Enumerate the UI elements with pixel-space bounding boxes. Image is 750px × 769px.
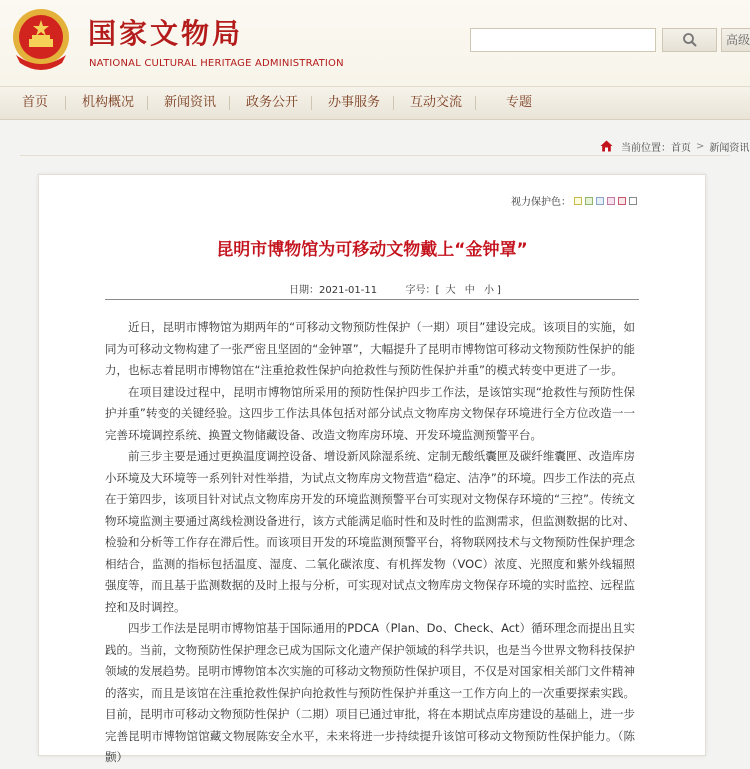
breadcrumb-home[interactable]: 首页 <box>671 142 691 154</box>
article-title: 昆明市博物馆为可移动文物戴上“金钟罩” <box>216 240 528 260</box>
divider <box>20 155 730 156</box>
font-size-small[interactable]: 小 <box>483 285 494 296</box>
font-size-bracket-open: [ <box>435 285 440 296</box>
search-button[interactable] <box>662 28 717 52</box>
nav-separator <box>311 96 312 110</box>
site-header <box>0 0 750 87</box>
color-swatch-green[interactable] <box>585 197 593 205</box>
article-paragraph: 前三步主要是通过更换温度调控设备、增设新风除湿系统、定制无酸纸囊匣及碳纤维囊匣、改造库房小环境及大环境等一系列针对性举措，为试点文物库房文物营造“稳定、洁净”的环境。四步工作法的亮点在于第四步，该项目针对试点文物库房开发的环境监测预警平台可实现对文物保存环境的“三控”。传统文物环境监测主要通过离线检测设备进行，该方式能满足临时性和及时性的监测需求，但监测数据的比对、检验和分析等工作存在滞后性。而该项目开发的环境监测预警平台，将物联网技术与文物预防性保护理念相结合，监测的指标包括温度、湿度、二氧化碳浓度、有机挥发物（VOC）浓度、光照度和紫外线辐照强度等，而且基于监测数据的及时上报与分析，可实现对试点文物库房文物保存环境的实时监控、远程监控和及时调控。 <box>105 449 635 614</box>
site-title[interactable]: 国家文物局 <box>88 17 244 50</box>
color-swatch-purple[interactable] <box>607 197 615 205</box>
breadcrumb-current[interactable]: 新闻资讯 <box>709 142 750 154</box>
search-icon <box>682 32 698 48</box>
article-body <box>105 317 647 769</box>
color-swatch-white[interactable] <box>629 197 637 205</box>
color-swatch-yellow[interactable] <box>574 197 582 205</box>
eye-protection-color-picker <box>511 193 637 208</box>
font-size-bracket-close: ] <box>496 285 501 296</box>
nav-separator <box>65 96 66 110</box>
nav-separator <box>147 96 148 110</box>
nav-item-government[interactable]: 政务公开 <box>246 95 299 110</box>
nav-item-interaction[interactable]: 互动交流 <box>410 95 463 110</box>
font-size-large[interactable]: 大 <box>445 285 456 296</box>
color-swatch-blue[interactable] <box>596 197 604 205</box>
national-emblem-icon[interactable] <box>10 7 72 71</box>
advanced-search-button[interactable]: 高级 <box>721 28 750 52</box>
article-meta <box>289 281 501 296</box>
color-swatch-pink[interactable] <box>618 197 626 205</box>
nav-item-services[interactable]: 办事服务 <box>328 95 381 110</box>
nav-item-about[interactable]: 机构概况 <box>82 95 135 110</box>
nav-item-news[interactable]: 新闻资讯 <box>164 95 217 110</box>
nav-item-topics[interactable]: 专题 <box>506 95 533 110</box>
article-paragraph: 近日，昆明市博物馆为期两年的“可移动文物预防性保护（一期）项目”建设完成。该项目的实施，如同为可移动文物构建了一张严密且坚固的“金钟罩”，大幅提升了昆明市博物馆可移动文物预防性保护的能力，也标志着昆明市博物馆在“注重抢救性保护向抢救性与预防性保护并重”的模式转变中更进了一步。 <box>105 320 635 377</box>
nav-separator <box>475 96 476 110</box>
nav-separator <box>393 96 394 110</box>
date-label: 日期： <box>289 285 319 296</box>
site-subtitle: NATIONAL CULTURAL HERITAGE ADMINISTRATION <box>89 58 344 69</box>
search-input[interactable] <box>470 28 656 52</box>
home-icon <box>600 140 613 152</box>
divider <box>105 299 639 300</box>
nav-item-home[interactable]: 首页 <box>22 95 49 110</box>
font-size-medium[interactable]: 中 <box>464 285 475 296</box>
article-card <box>38 174 706 764</box>
article-paragraph: 四步工作法是昆明市博物馆基于国际通用的PDCA（Plan、Do、Check、Act）循环理念而提出且实践的。当前，文物预防性保护理念已成为国际文化遗产保护领域的科学共识，也是当今世界文物科技保护领域的发展趋势。昆明市博物馆本次实施的可移动文物预防性保护项目，不仅是对国家相关部门文件精神的落实，而且是该馆在注重抢救性保护向抢救性与预防性保护并重这一工作方向上的一次重要探索实践。目前，昆明市可移动文物预防性保护（二期）项目已通过审批，将在本期试点库房建设的基础上，进一步完善昆明市博物馆馆藏文物展陈安全水平，未来将进一步持续提升该馆可移动文物预防性保护能力。（陈 颢） <box>105 621 647 764</box>
font-size-label: 字号： <box>405 285 436 296</box>
breadcrumb <box>600 137 750 155</box>
article-date: 2021-01-11 <box>319 285 378 296</box>
main-nav <box>0 87 750 120</box>
chevron-right-icon: > <box>696 140 705 152</box>
eye-protection-label: 视力保护色： <box>511 197 571 208</box>
article-paragraph: 在项目建设过程中，昆明市博物馆所采用的预防性保护四步工作法，是该馆实现“抢救性与预防性保护并重”转变的关键经验。这四步工作法具体包括对部分试点文物库房文物保存环境进行全方位改造一一完善环境调控系统、换置文物储藏设备、改造文物库房环境、开发环境监测预警平台。 <box>105 384 635 442</box>
breadcrumb-label: 当前位置： <box>621 142 671 154</box>
nav-separator <box>229 96 230 110</box>
